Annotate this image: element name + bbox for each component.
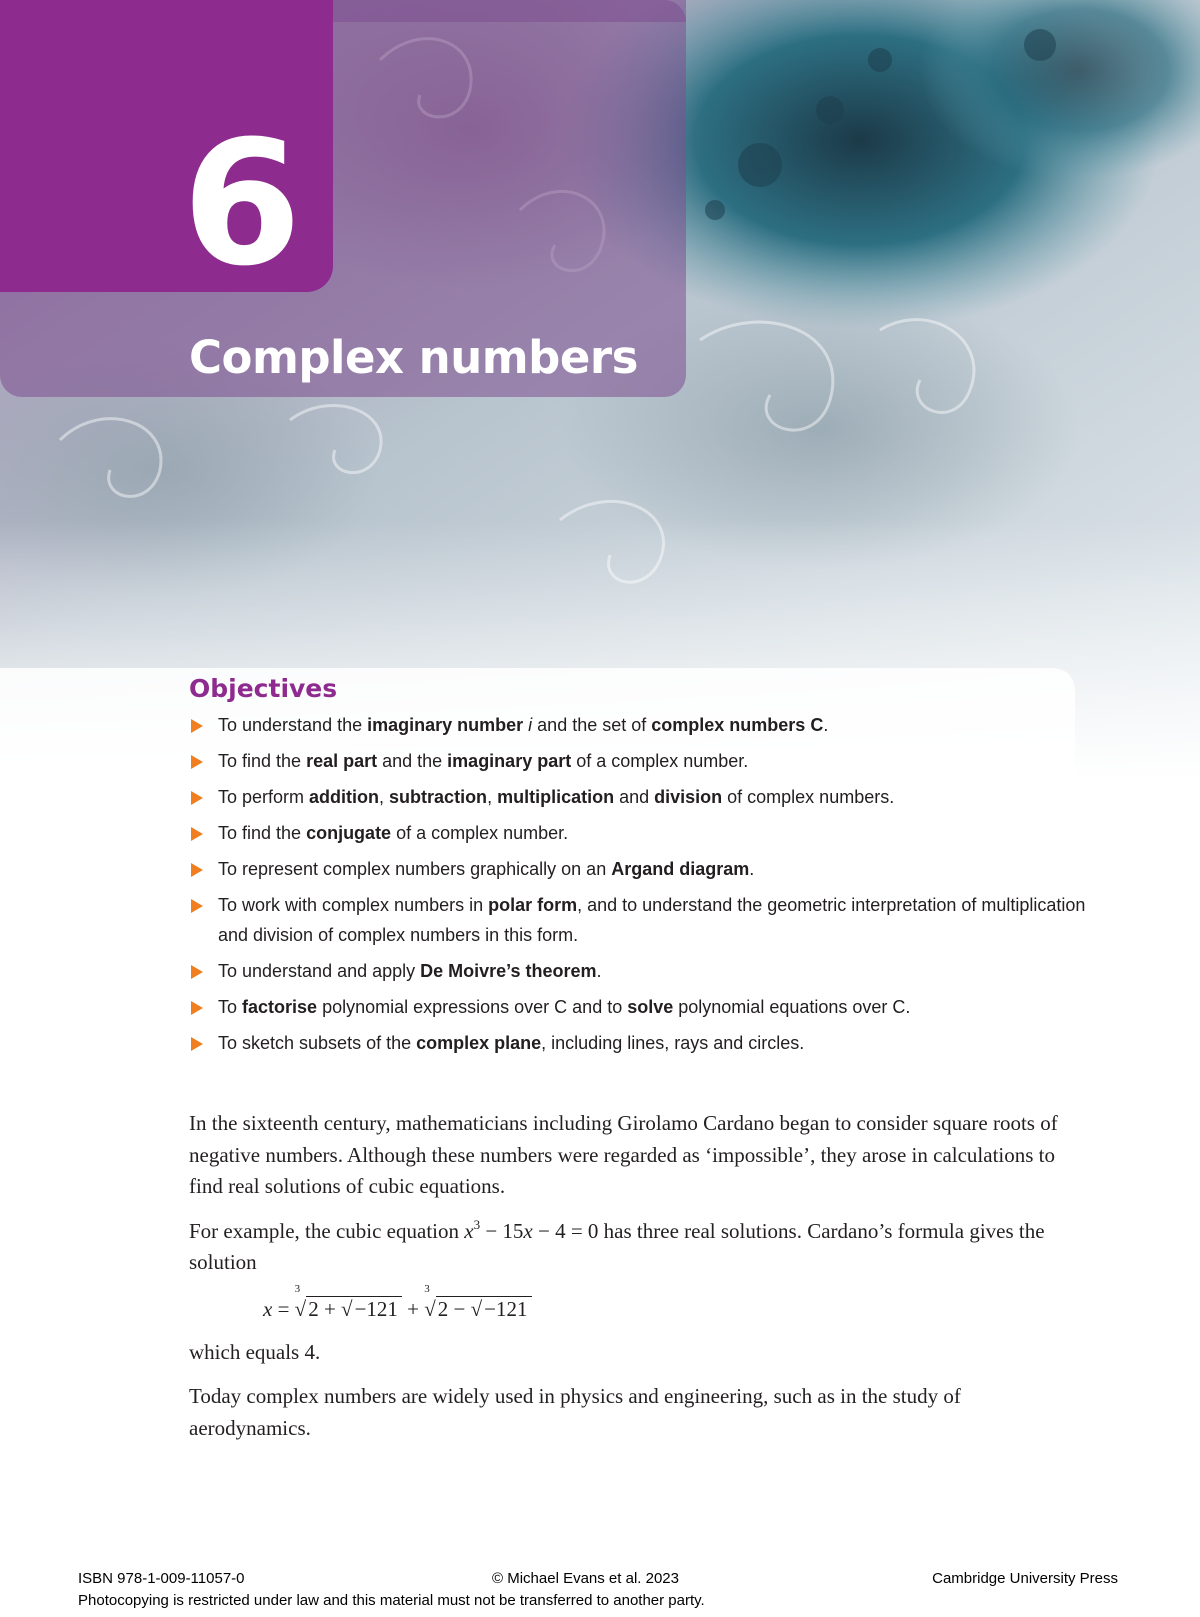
objective-item	[189, 956, 1089, 986]
objectives-box	[189, 674, 1089, 1064]
objective-text: To perform	[218, 787, 310, 807]
objective-text: To understand and apply	[218, 961, 421, 981]
objective-text: To understand the	[218, 715, 368, 735]
objective-text: subtraction	[389, 787, 488, 807]
objective-text: To sketch subsets of the	[218, 1033, 417, 1053]
cardano-formula	[263, 1282, 1074, 1326]
bullet-arrow-icon	[191, 1037, 203, 1051]
paragraph-result: which equals 4.	[189, 1339, 321, 1364]
objective-item	[189, 746, 1089, 776]
text-span: − 4 = 0 has three real solutions. Cardano’s formula gives the solution	[189, 1218, 1045, 1274]
objective-item	[189, 854, 1089, 884]
objective-text: of a complex number.	[571, 751, 749, 771]
formula-variable: x	[263, 1296, 273, 1321]
cube-root: 3 √2 + √−121	[295, 1292, 402, 1326]
bullet-arrow-icon	[191, 965, 203, 979]
bullet-arrow-icon	[191, 899, 203, 913]
objective-text: of complex numbers.	[722, 787, 895, 807]
objective-text: solve	[627, 997, 674, 1017]
chapter-cover-artwork	[0, 0, 1200, 780]
inner-radicand: −121	[484, 1296, 528, 1321]
objective-text: ,	[487, 787, 498, 807]
objective-text: factorise	[242, 997, 318, 1017]
radicand-term: 2 +	[308, 1296, 342, 1321]
objectives-list	[189, 710, 1089, 1058]
bullet-arrow-icon	[191, 791, 203, 805]
objective-item	[189, 710, 1089, 740]
equals-sign: =	[272, 1296, 295, 1321]
objective-item	[189, 1028, 1089, 1058]
objective-text: To work with complex numbers in	[218, 895, 489, 915]
root-index: 3	[294, 1282, 301, 1295]
objective-text: real part	[306, 751, 378, 771]
text-span: For example, the cubic equation	[189, 1218, 465, 1243]
objective-text: imaginary part	[447, 751, 572, 771]
copyright-text: © Michael Evans et al. 2023	[492, 1570, 679, 1587]
objective-text: and the set of	[532, 715, 652, 735]
publisher-text: Cambridge University Press	[932, 1570, 1118, 1587]
chapter-number: 6	[182, 103, 298, 304]
objective-text: multiplication	[497, 787, 615, 807]
objective-text: i	[528, 715, 533, 735]
objective-text: addition	[309, 787, 380, 807]
paragraph-example	[189, 1216, 1074, 1279]
objective-item	[189, 818, 1089, 848]
variable-x: x	[523, 1218, 533, 1243]
objective-text: ,	[379, 787, 390, 807]
objective-text: To represent complex numbers graphically on an	[218, 859, 612, 879]
root-index: 3	[424, 1282, 430, 1295]
objective-text: complex numbers C	[651, 715, 824, 735]
objective-text: Argand diagram	[611, 859, 750, 879]
radicand-term: 2 −	[437, 1296, 471, 1321]
objective-item	[189, 890, 1089, 950]
objective-text: imaginary number	[367, 715, 524, 735]
objective-text: De Moivre’s theorem	[420, 961, 597, 981]
objective-text: conjugate	[306, 823, 392, 843]
objective-text: To	[218, 997, 243, 1017]
bullet-arrow-icon	[191, 719, 203, 733]
objective-text: .	[823, 715, 829, 735]
objective-text: and	[614, 787, 655, 807]
objectives-heading: Objectives	[189, 674, 338, 703]
bullet-arrow-icon	[191, 863, 203, 877]
radicand: 2 + √−121	[306, 1296, 402, 1321]
intro-text	[189, 1108, 1074, 1457]
chapter-title: Complex numbers	[189, 331, 638, 384]
page-footer	[78, 1568, 1118, 1612]
objective-text: To find the	[218, 751, 307, 771]
bullet-arrow-icon	[191, 755, 203, 769]
objective-text: division	[654, 787, 723, 807]
bullet-arrow-icon	[191, 1001, 203, 1015]
objective-text: To find the	[218, 823, 307, 843]
objective-text: .	[596, 961, 602, 981]
objective-text: polynomial equations over C.	[673, 997, 911, 1017]
objective-text: and the	[377, 751, 448, 771]
objective-item	[189, 782, 1089, 812]
inner-radicand: −121	[354, 1296, 398, 1321]
variable-x: x	[464, 1218, 474, 1243]
objective-text: .	[749, 859, 755, 879]
radicand: 2 − √−121	[436, 1296, 532, 1321]
exponent: 3	[473, 1216, 481, 1232]
plus-sign: +	[401, 1296, 425, 1321]
objective-text: , and to understand the geometric interpretation of multiplication and division of complex numbers in this form.	[218, 895, 1086, 945]
objective-text: , including lines, rays and circles.	[541, 1033, 805, 1053]
objective-text: polar form	[488, 895, 578, 915]
isbn-text: ISBN 978-1-009-11057-0	[78, 1570, 245, 1587]
paragraph-applications: Today complex numbers are widely used in physics and engineering, such as in the study of aerodynamics.	[189, 1384, 961, 1440]
photocopy-notice: Photocopying is restricted under law and this material must not be transferred to another party.	[78, 1592, 705, 1609]
objective-text: of a complex number.	[391, 823, 569, 843]
objective-text: complex plane	[416, 1033, 542, 1053]
objective-text: polynomial expressions over C and to	[317, 997, 628, 1017]
paragraph-history: In the sixteenth century, mathematicians including Girolamo Cardano began to consider square roots of negative numbers. Although these numbers were regarded as ‘impossible’, they arose in calculations to find real solutions of cubic equations.	[189, 1111, 1058, 1198]
bullet-arrow-icon	[191, 827, 203, 841]
cube-root: 3 √2 − √−121	[424, 1292, 531, 1326]
objective-item	[189, 992, 1089, 1022]
text-span: − 15	[480, 1218, 524, 1243]
